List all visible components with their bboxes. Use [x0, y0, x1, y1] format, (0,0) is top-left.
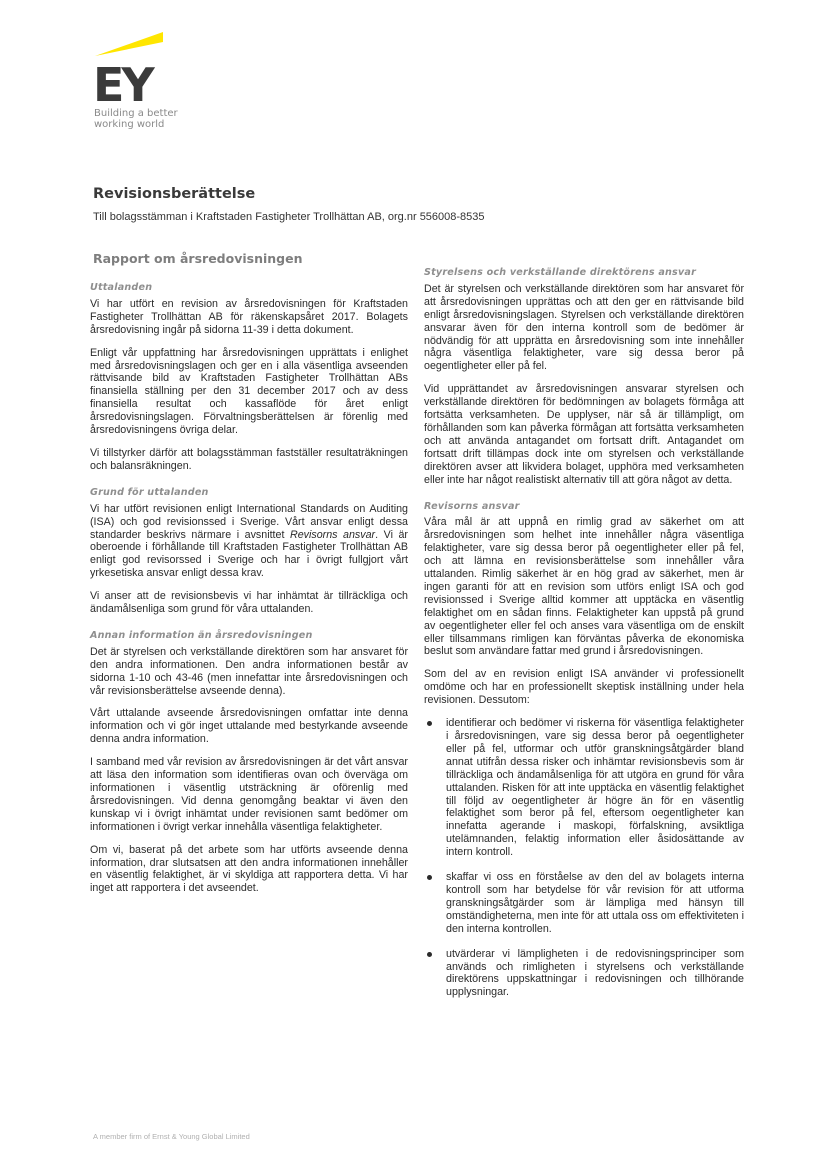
list-item	[424, 717, 744, 859]
footer-text: A member firm of Ernst & Young Global Limited	[93, 1132, 250, 1141]
bullet-list	[424, 717, 744, 999]
bullet-icon	[427, 875, 432, 880]
heading-annan-information: Annan information än årsredovisningen	[90, 629, 313, 641]
paragraph	[90, 503, 408, 580]
paragraph: Vårt uttalande avseende årsredovisningen omfattar inte denna information och vi gör inget uttalande med bestyrkande avseende denna andra information.	[90, 707, 408, 746]
right-column	[424, 267, 744, 1011]
heading-revisorns-ansvar: Revisorns ansvar	[424, 500, 520, 512]
document-title: Revisionsberättelse	[93, 186, 256, 202]
ey-logo	[93, 30, 183, 140]
bullet-icon	[427, 952, 432, 957]
paragraph: Om vi, baserat på det arbete som har utförts avseende denna information, drar slutsatsen att den andra informationen innehåller en väsentlig felaktighet, är vi skyldiga att rapportera detta. Vi har inget att rapportera i det avseendet.	[90, 843, 408, 895]
list-item	[424, 948, 744, 1000]
paragraph: Enligt vår uppfattning har årsredovisningen upprättats i enlighet med årsredovisningslagen och ger en i alla väsentliga avseenden rättvisande bild av Kraftstaden Fastigheter Trollhättan ABs finansiella ställning per den 31 december 2017 och av dess finansiella resultat och kassaflöde för året enligt årsredovisningslagen. Förvaltningsberättelsen är förenlig med årsredovisningens övriga delar.	[90, 346, 408, 437]
paragraph-part: . Vi är oberoende i förhållande till Kraftstaden Fastigheter Trollhättan AB enligt god revisorssed i Sverige och har i övrigt fullgjort vårt yrkesetiska ansvar enligt dessa krav.	[90, 528, 408, 580]
logo-accent-bar	[93, 30, 165, 60]
paragraph-part: Vi har utfört revisionen enligt International Standards on Auditing (ISA) och god revisionssed i Sverige. Vårt ansvar enligt dessa standarder beskrivs närmare i avsnittet	[90, 502, 408, 541]
list-item	[424, 871, 744, 936]
paragraph: Våra mål är att uppnå en rimlig grad av säkerhet om att årsredovisningen som helhet inte innehåller några väsentliga felaktigheter, vare sig dessa beror på oegentligheter eller på fel, och att lämna en revisionsberättelse som innehåller våra uttalanden. Rimlig säkerhet är en hög grad av säkerhet, men är ingen garanti för att en revision som utförs enligt ISA och god revisionssed i Sverige alltid kommer att upptäcka en väsentlig felaktighet om en sådan finns. Felaktigheter kan uppstå på grund av oegentligheter eller fel och anses vara väsentliga om de enskilt eller tillsammans rimligen kan förväntas påverka de ekonomiska beslut som användare fattar med grund i årsredovisningen.	[424, 516, 744, 658]
left-column	[90, 282, 408, 905]
paragraph: Vid upprättandet av årsredovisningen ansvarar styrelsen och verkställande direktören för bedömningen av bolagets förmåga att fortsätta verksamheten. De upplyser, när så är tillämpligt, om förhållanden som kan påverka förmågan att fortsätta verksamheten och att använda antagandet om fortsatt drift. Antagandet om fortsatt drift tillämpas dock inte om styrelsen och verkställande direktören avser att likvidera bolaget, upphöra med verksamheten eller inte har något realistiskt alternativ till att göra något av detta.	[424, 383, 744, 486]
paragraph: Som del av en revision enligt ISA använder vi professionellt omdöme och har en professionellt skeptisk inställning under hela revisionen. Dessutom:	[424, 668, 744, 707]
paragraph: Vi har utfört en revision av årsredovisningen för Kraftstaden Fastigheter Trollhättan AB för räkenskapsåret 2017. Bolagets årsredovisning ingår på sidorna 11-39 i detta dokument.	[90, 297, 408, 336]
heading-grund: Grund för uttalanden	[90, 486, 209, 498]
document-subtitle: Till bolagsstämman i Kraftstaden Fastigheter Trollhättan AB, org.nr 556008-8535	[93, 211, 485, 223]
paragraph: Det är styrelsen och verkställande direktören som har ansvaret för att årsredovisningen upprättas och att den ger en rättvisande bild enligt årsredovisningslagen. Styrelsen och verkställande direktören ansvarar även för den interna kontroll som de bedömer är nödvändig för att upprätta en årsredovisning som inte innehåller några väsentliga felaktigheter, vare sig dessa beror på oegentligheter eller på fel.	[424, 282, 744, 373]
logo-tagline-line-1: Building a better	[94, 108, 178, 119]
section-title: Rapport om årsredovisningen	[93, 251, 303, 266]
heading-styrelsens-ansvar: Styrelsens och verkställande direktörens ansvar	[424, 267, 697, 278]
list-item-text: skaffar vi oss en förståelse av den del av bolagets interna kontroll som har betydelse för vår revision för att utforma granskningsåtgärder som är lämpliga med hänsyn till omständigheterna, men inte för att uttala oss om effektiviteten i den interna kontrollen.	[446, 871, 744, 935]
list-item-text: identifierar och bedömer vi riskerna för väsentliga felaktigheter i årsredovisningen, vare sig dessa beror på oegentligheter eller på fel, utformar och utför granskningsåtgärder bland annat utifrån dessa risker och inhämtar revisionsbevis som är tillräckliga och ändamålsenliga för att utgöra en grund för våra uttalanden. Risken för att inte upptäcka en väsentlig felaktighet till följd av oegentligheter är högre än för en väsentlig felaktighet som beror på fel, eftersom oegentligheter kan innefatta agerande i maskopi, förfalskning, avsiktliga utelämnanden, felaktig information eller åsidosättande av intern kontroll.	[446, 717, 744, 859]
bullet-icon	[427, 721, 432, 726]
logo-tagline	[94, 108, 194, 130]
paragraph: Vi tillstyrker därför att bolagsstämman fastställer resultaträkningen och balansräkningen.	[90, 446, 408, 472]
paragraph: Det är styrelsen och verkställande direktören som har ansvaret för den andra informationen. Den andra informationen består av sidorna 1-10 och 43-46 (men innefattar inte årsredovisningen och vår revisionsberättelse avseende denna).	[90, 645, 408, 697]
paragraph: Vi anser att de revisionsbevis vi har inhämtat är tillräckliga och ändamålsenliga som grund för våra uttalanden.	[90, 590, 408, 616]
emphasis-reference: Revisorns ansvar	[289, 528, 376, 541]
paragraph: I samband med vår revision av årsredovisningen är det vårt ansvar att läsa den information som identifieras ovan och överväga om informationen i väsentlig utsträckning är oförenlig med årsredovisningen. Vid denna genomgång beaktar vi även den kunskap vi i övrigt inhämtat under revisionen samt bedömer om informationen i övrigt verkar innehålla väsentliga felaktigheter.	[90, 756, 408, 833]
list-item-text: utvärderar vi lämpligheten i de redovisningsprinciper som används och rimligheten i styrelsens och verkställande direktörens uppskattningar i redovisningen och tillhörande upplysningar.	[446, 947, 744, 999]
logo-tagline-line-2: working world	[94, 119, 165, 130]
heading-uttalanden: Uttalanden	[90, 282, 153, 293]
logo-wordmark: EY	[93, 58, 152, 112]
